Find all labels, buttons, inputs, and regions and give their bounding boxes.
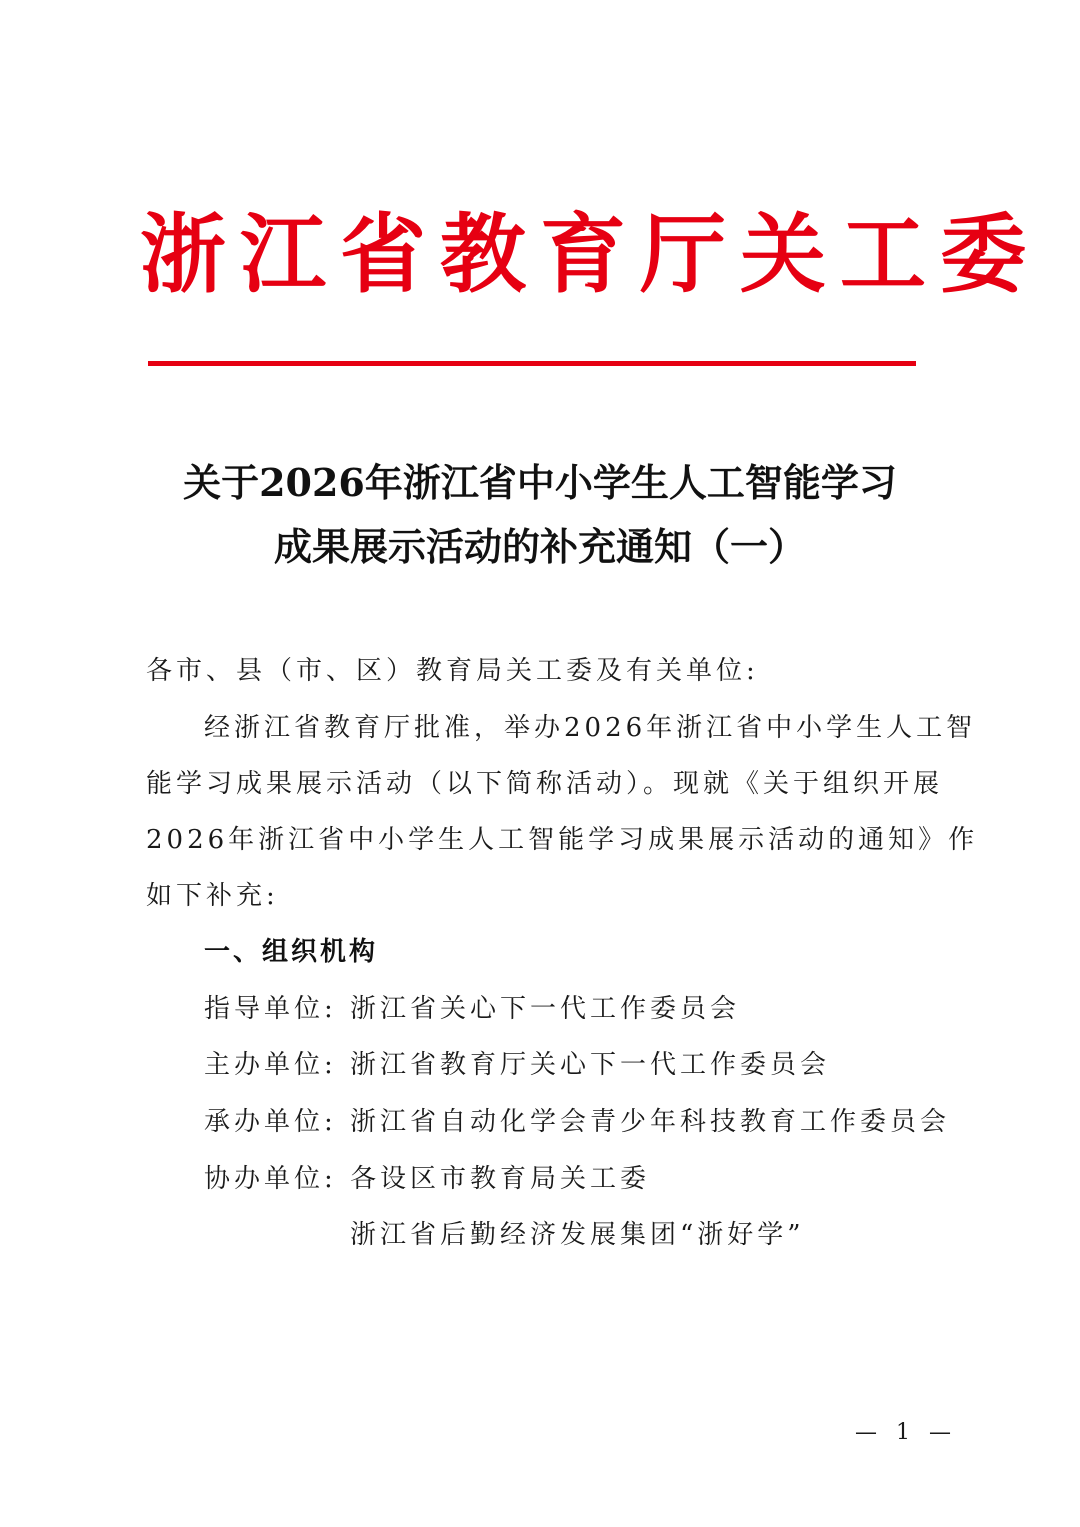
letterhead-title: 浙江省教育厅关工委 [140,204,1040,305]
document-title-line-2: 成果展示活动的补充通知（一） [273,524,806,569]
org-row-label: 主办单位: [204,1050,337,1080]
org-row-value: 浙江省自动化学会青少年科技教育工作委员会 [350,1107,951,1137]
letterhead-red-rule [148,361,916,366]
org-row-co-organizer [204,1159,650,1199]
paragraph-line: 能学习成果展示活动（以下简称活动）。现就《关于组织开展 [146,769,944,799]
paragraph-line: 2026年浙江省中小学生人工智能学习成果展示活动的通知》作 [146,825,979,855]
org-row-host [204,1045,830,1085]
org-row-label: 协办单位: [204,1164,337,1194]
paragraph-line: 如下补充: [146,881,279,911]
org-row-label: 承办单位: [204,1107,337,1137]
org-row-value: 各设区市教育局关工委 [350,1164,651,1194]
salutation: 各市、县（市、区）教育局关工委及有关单位: [146,656,759,686]
org-row-co-organizer-extra: 浙江省后勤经济发展集团“浙好学” [350,1220,805,1250]
paragraph-line: 经浙江省教育厅批准，举办2026年浙江省中小学生人工智 [204,713,977,743]
org-row-label: 指导单位: [204,994,337,1024]
org-row-value: 浙江省教育厅关心下一代工作委员会 [350,1050,831,1080]
org-row-organizer [204,1102,950,1142]
page-number: — 1 — [855,1420,957,1445]
org-row-value: 浙江省关心下一代工作委员会 [350,994,741,1024]
org-row-guidance [204,989,740,1029]
section-heading-organization: 一、组织机构 [204,937,379,967]
document-title-line-1: 关于2026年浙江省中小学生人工智能学习 [183,460,897,505]
